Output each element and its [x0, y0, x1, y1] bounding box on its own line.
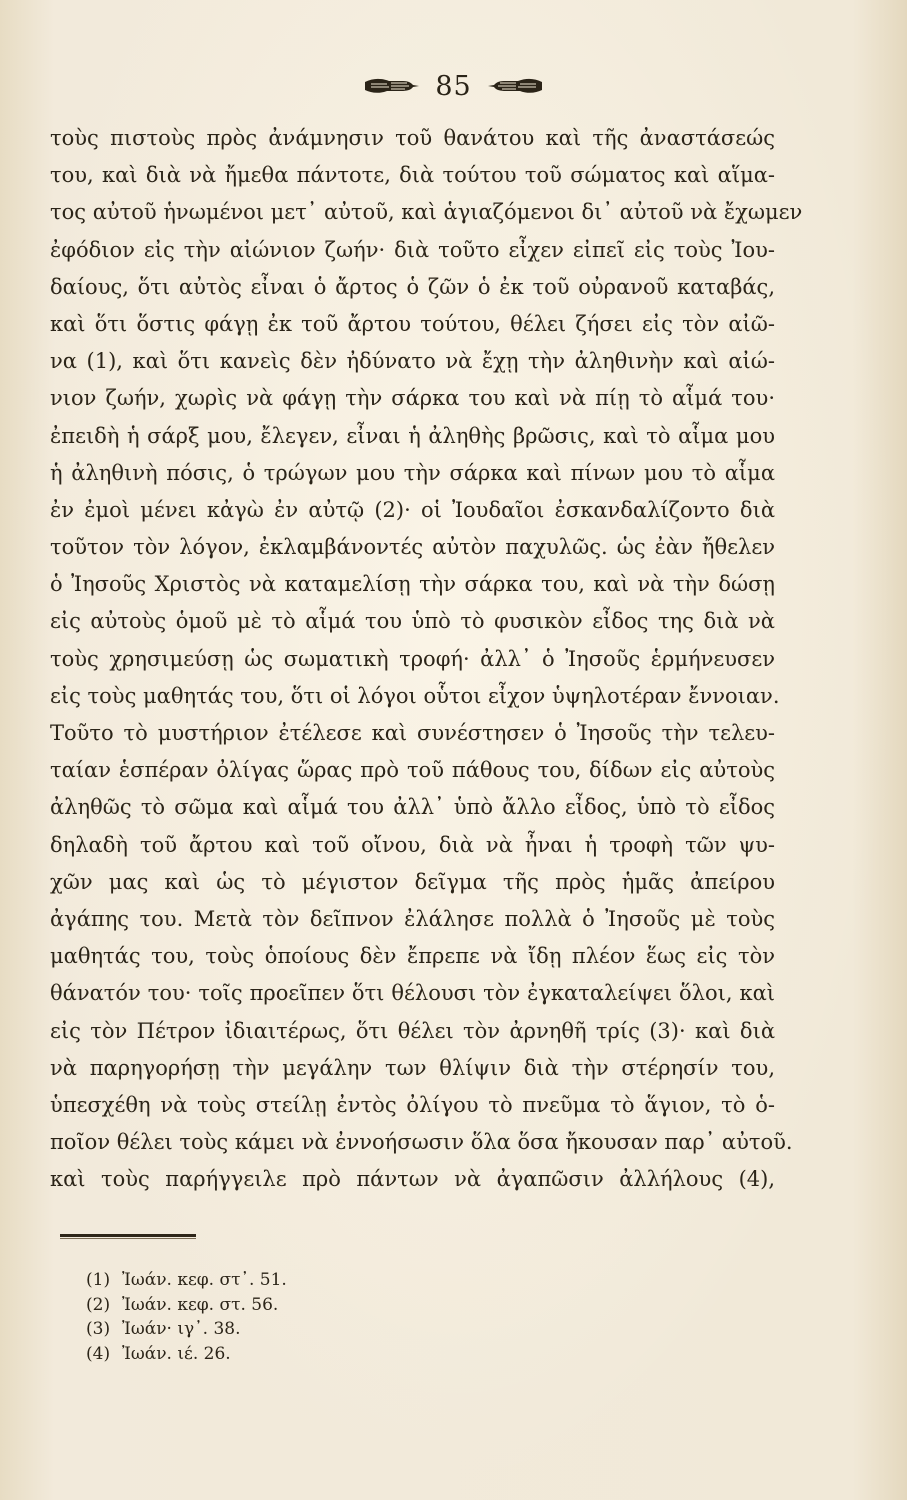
text-line: δηλαδὴ τοῦ ἄρτου καὶ τοῦ οἴνου, διὰ νὰ ἦναι ἡ τροφὴ τῶν ψυ- — [50, 832, 775, 857]
footnote — [86, 1293, 486, 1318]
text-line: ἀληθῶς τὸ σῶμα καὶ αἷμά του ἀλλ᾽ ὑπὸ ἄλλο εἶδος, ὑπὸ τὸ εἶδος — [50, 795, 775, 820]
footnote-marker: (3) — [86, 1319, 111, 1339]
footnote-text: Ἰωάν. κεφ. στ᾽. 51. — [122, 1270, 287, 1290]
text-line: τοῦτον τὸν λόγον, ἐκλαμβάνοντές αὐτὸν παχυλῶς. ὡς ἐὰν ἤθελεν — [50, 535, 775, 560]
text-line: νιον ζωήν, χωρὶς νὰ φάγῃ τὴν σάρκα του καὶ νὰ πίῃ τὸ αἷμά του· — [50, 386, 775, 411]
footnote-text: Ἰωάν· ιγ᾽. 38. — [122, 1319, 241, 1339]
text-line: θάνατόν του· τοῖς προεῖπεν ὅτι θέλουσι τὸν ἐγκαταλείψει ὅλοι, καὶ — [50, 981, 775, 1006]
footnote-marker: (4) — [86, 1343, 111, 1364]
footnote-text: Ἰωάν. ιέ. 26. — [122, 1343, 231, 1364]
text-line: τοὺς χρησιμεύσῃ ὡς σωματικὴ τροφή· ἀλλ᾽ ὁ Ἰησοῦς ἑρμήνευσεν — [50, 646, 775, 671]
footnote — [86, 1342, 486, 1367]
text-line: ἐπειδὴ ἡ σάρξ μου, ἔλεγεν, εἶναι ἡ ἀληθὴς βρῶσις, καὶ τὸ αἷμα μου — [50, 423, 775, 448]
hand-pointing-right-icon — [363, 75, 421, 97]
text-line: ὑπεσχέθη νὰ τοὺς στείλῃ ἐντὸς ὀλίγου τὸ πνεῦμα τὸ ἅγιον, τὸ ὁ- — [50, 1092, 775, 1117]
footnote-text: Ἰωάν. κεφ. στ. 56. — [122, 1294, 279, 1315]
text-line: του, καὶ διὰ νὰ ἤμεθα πάντοτε, διὰ τούτου τοῦ σώματος καὶ αἵμα- — [50, 163, 775, 188]
footnotes — [86, 1268, 486, 1366]
footnote — [86, 1317, 486, 1342]
footnote — [86, 1268, 486, 1293]
text-line: εἰς τὸν Πέτρον ἰδιαιτέρως, ὅτι θέλει τὸν ἀρνηθῆ τρίς (3)· καὶ διὰ — [50, 1018, 775, 1043]
text-line: εἰς αὐτοὺς ὁμοῦ μὲ τὸ αἷμά του ὑπὸ τὸ φυσικὸν εἶδος της διὰ νὰ — [50, 609, 775, 634]
text-line: ἡ ἀληθινὴ πόσις, ὁ τρώγων μου τὴν σάρκα καὶ πίνων μου τὸ αἷμα — [50, 460, 775, 485]
text-line: μαθητάς του, τοὺς ὁποίους δὲν ἔπρεπε νὰ ἴδῃ πλέον ἕως εἰς τὸν — [50, 944, 775, 969]
hand-pointing-left-icon — [486, 75, 544, 97]
footnote-marker: (2) — [86, 1294, 111, 1315]
main-text — [50, 120, 803, 1198]
text-line: χῶν μας καὶ ὡς τὸ μέγιστον δεῖγμα τῆς πρὸς ἡμᾶς ἀπείρου — [50, 869, 775, 894]
page-header — [0, 66, 907, 106]
text-line: εἰς τοὺς μαθητάς του, ὅτι οἱ λόγοι οὗτοι εἶχον ὑψηλοτέραν ἔννοιαν. — [50, 683, 780, 708]
footnote-separator — [60, 1234, 196, 1237]
text-line: καὶ ὅτι ὅστις φάγῃ ἐκ τοῦ ἄρτου τούτου, θέλει ζήσει εἰς τὸν αἰῶ- — [50, 311, 775, 336]
footnote-marker: (1) — [86, 1270, 111, 1290]
text-line: ὁ Ἰησοῦς Χριστὸς νὰ καταμελίσῃ τὴν σάρκα του, καὶ νὰ τὴν δώσῃ — [50, 572, 775, 597]
text-line: Τοῦτο τὸ μυστήριον ἐτέλεσε καὶ συνέστησεν ὁ Ἰησοῦς τὴν τελευ- — [50, 721, 775, 745]
text-line: τος αὐτοῦ ἡνωμένοι μετ᾽ αὐτοῦ, καὶ ἁγιαζόμενοι δι᾽ αὐτοῦ νὰ ἔχωμεν — [50, 200, 803, 225]
text-line: ἐν ἐμοὶ μένει κἀγὼ ἐν αὐτῷ (2)· οἱ Ἰουδαῖοι ἐσκανδαλίζοντο διὰ — [50, 497, 775, 522]
page-number: 85 — [435, 70, 472, 102]
text-line: τοὺς πιστοὺς πρὸς ἀνάμνησιν τοῦ θανάτου καὶ τῆς ἀναστάσεώς — [50, 126, 775, 150]
text-line: ἐφόδιον εἰς τὴν αἰώνιον ζωήν· διὰ τοῦτο εἶχεν εἰπεῖ εἰς τοὺς Ἰου- — [50, 237, 775, 262]
text-line: να (1), καὶ ὅτι κανεὶς δὲν ἠδύνατο νὰ ἔχῃ τὴν ἀληθινὴν καὶ αἰώ- — [50, 349, 775, 374]
text-line: νὰ παρηγορήσῃ τὴν μεγάλην των θλίψιν διὰ τὴν στέρησίν του, — [50, 1055, 775, 1080]
text-line: ποῖον θέλει τοὺς κάμει νὰ ἐννοήσωσιν ὅλα ὅσα ἤκουσαν παρ᾽ αὐτοῦ. — [50, 1130, 793, 1155]
text-line: δαίους, ὅτι αὐτὸς εἶναι ὁ ἄρτος ὁ ζῶν ὁ ἐκ τοῦ οὐρανοῦ καταβάς, — [50, 274, 775, 299]
text-line: καὶ τοὺς παρήγγειλε πρὸ πάντων νὰ ἀγαπῶσιν ἀλλήλους (4), — [50, 1167, 775, 1192]
text-line: ἀγάπης του. Μετὰ τὸν δεῖπνον ἐλάλησε πολλὰ ὁ Ἰησοῦς μὲ τοὺς — [50, 906, 775, 931]
text-line: ταίαν ἑσπέραν ὀλίγας ὥρας πρὸ τοῦ πάθους του, δίδων εἰς αὐτοὺς — [50, 758, 775, 783]
